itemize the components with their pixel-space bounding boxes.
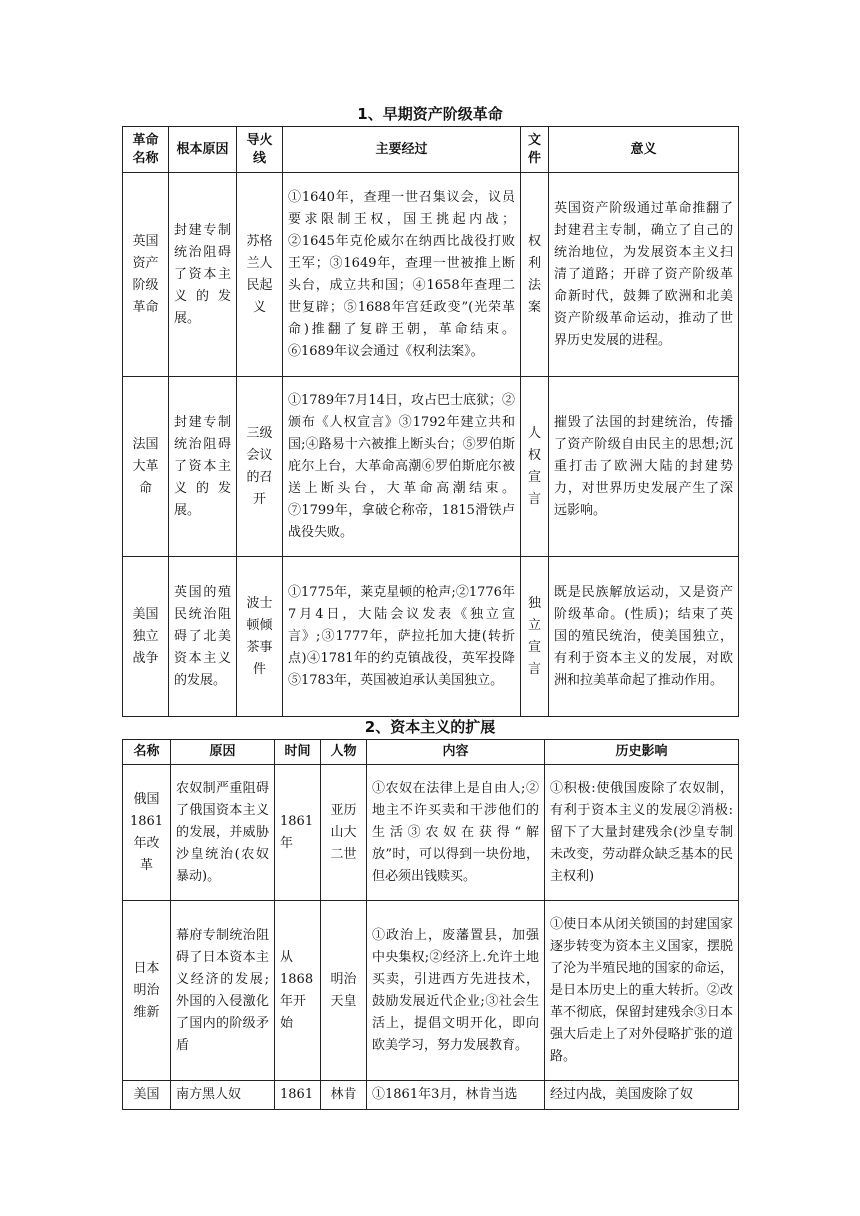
header-cell: 根本原因 bbox=[169, 127, 237, 173]
historical-impact: ①使日本从闭关锁国的封建国家逐步转变为资本主义国家，摆脱了沦为半殖民地的国家的命运，是日本历史上的重大转折。②改革不彻底，保留封建残余③日本强大后走上了对外侵略扩张的道路。 bbox=[545, 901, 739, 1081]
table-row bbox=[123, 1081, 739, 1110]
significance: 摧毁了法国的封建统治，传播了资产阶级自由民主的思想;沉重打击了欧洲大陆的封建势力，对世界历史发展产生了深远影响。 bbox=[549, 377, 739, 557]
root-cause: 封建专制统治阻碍了资本主义的发展。 bbox=[169, 173, 237, 377]
main-process: ①1789年7月14日，攻占巴士底狱；②颁布《人权宣言》③1792年建立共和国;④路易十六被推上断头台；⑤罗伯斯庇尔上台，大革命高潮⑥罗伯斯庇尔被送上断头台，大革命高潮结束。⑦1799年，拿破仑称帝，1815滑铁卢战役失败。 bbox=[283, 377, 521, 557]
header-cell: 导火线 bbox=[237, 127, 283, 173]
reform-content: ①1861年3月，林肯当选 bbox=[367, 1081, 545, 1110]
reform-name: 美国 bbox=[123, 1081, 171, 1110]
reform-cause: 幕府专制统治阻碍了日本资本主义经济的发展;外国的入侵激化了国内的阶级矛盾 bbox=[171, 901, 275, 1081]
reform-person: 林肯 bbox=[321, 1081, 367, 1110]
trigger: 波士顿倾茶事件 bbox=[237, 557, 283, 717]
reform-name: 俄国1861年改革 bbox=[123, 765, 171, 901]
reform-name: 日本明治维新 bbox=[123, 901, 171, 1081]
table-row bbox=[123, 173, 739, 377]
reform-person: 亚历山大二世 bbox=[321, 765, 367, 901]
document-name: 独立宣言 bbox=[521, 557, 549, 717]
document-name: 人权宣言 bbox=[521, 377, 549, 557]
reform-content: ①农奴在法律上是自由人;②地主不许买卖和干涉他们的生活③农奴在获得“解放”时，可以得到一块份地，但必须出钱赎买。 bbox=[367, 765, 545, 901]
revolution-name: 法国大革命 bbox=[123, 377, 169, 557]
section-title-early-revolutions: 1、早期资产阶级革命 bbox=[357, 105, 503, 123]
root-cause: 英国的殖民统治阻碍了北美资本主义的发展。 bbox=[169, 557, 237, 717]
header-cell: 内容 bbox=[367, 740, 545, 765]
table-header-row bbox=[123, 740, 739, 765]
significance: 英国资产阶级通过革命推翻了封建君主专制，确立了自己的统治地位，为发展资本主义扫清了道路；开辟了资产阶级革命新时代，鼓舞了欧洲和北美资产阶级革命运动，推动了世界历史发展的进程。 bbox=[549, 173, 739, 377]
table-row bbox=[123, 557, 739, 717]
section-title-capitalism-expansion: 2、资本主义的扩展 bbox=[364, 718, 496, 736]
capitalism-expansion-table bbox=[122, 739, 739, 1110]
significance: 既是民族解放运动，又是资产阶级革命。(性质)；结束了英国的殖民统治，使美国独立，有利于资本主义的发展，对欧洲和拉美革命起了推动作用。 bbox=[549, 557, 739, 717]
table-row bbox=[123, 901, 739, 1081]
historical-impact: ①积极:使俄国废除了农奴制，有利于资本主义的发展②消极:留下了大量封建残余(沙皇专制未改变，劳动群众缺乏基本的民主权利) bbox=[545, 765, 739, 901]
reform-cause: 南方黑人奴 bbox=[171, 1081, 275, 1110]
header-cell: 历史影响 bbox=[545, 740, 739, 765]
table-row bbox=[123, 765, 739, 901]
header-cell: 人物 bbox=[321, 740, 367, 765]
root-cause: 封建专制统治阻碍了资本主义的发展。 bbox=[169, 377, 237, 557]
reform-time: 1861年 bbox=[275, 765, 321, 901]
revolution-name: 美国独立战争 bbox=[123, 557, 169, 717]
reform-content: ①政治上，废藩置县，加强中央集权;②经济上.允许土地买卖，引进西方先进技术，鼓励发展近代企业;③社会生活上，提倡文明开化，即向欧美学习，努力发展教育。 bbox=[367, 901, 545, 1081]
historical-impact: 经过内战，美国废除了奴 bbox=[545, 1081, 739, 1110]
header-cell: 名称 bbox=[123, 740, 171, 765]
reform-time: 1861 bbox=[275, 1081, 321, 1110]
header-cell: 时间 bbox=[275, 740, 321, 765]
trigger: 三级会议的召开 bbox=[237, 377, 283, 557]
trigger: 苏格兰人民起义 bbox=[237, 173, 283, 377]
early-revolutions-table bbox=[122, 126, 739, 717]
table-header-row bbox=[123, 127, 739, 173]
revolution-name: 英国资产阶级革命 bbox=[123, 173, 169, 377]
reform-cause: 农奴制严重阻碍了俄国资本主义的发展，并威胁沙皇统治(农奴暴动)。 bbox=[171, 765, 275, 901]
header-cell: 主要经过 bbox=[283, 127, 521, 173]
header-cell: 意义 bbox=[549, 127, 739, 173]
main-process: ①1775年，莱克星顿的枪声;②1776年7月4日，大陆会议发表《独立宣言》;③1777年，萨拉托加大捷(转折点)④1781年的约克镇战役，英军投降⑤1783年，英国被迫承认美国独立。 bbox=[283, 557, 521, 717]
header-cell: 文件 bbox=[521, 127, 549, 173]
header-cell: 革命名称 bbox=[123, 127, 169, 173]
reform-person: 明治天皇 bbox=[321, 901, 367, 1081]
document-name: 权利法案 bbox=[521, 173, 549, 377]
main-process: ①1640年，查理一世召集议会，议员要求限制王权，国王挑起内战；②1645年克伦威尔在纳西比战役打败王军；③1649年，查理一世被推上断头台，成立共和国；④1658年查理二世复辟；⑤1688年宫廷政变”(光荣革命)推翻了复辟王朝，革命结束。⑥1689年议会通过《权利法案》。 bbox=[283, 173, 521, 377]
header-cell: 原因 bbox=[171, 740, 275, 765]
table-row bbox=[123, 377, 739, 557]
reform-time: 从1868年开始 bbox=[275, 901, 321, 1081]
